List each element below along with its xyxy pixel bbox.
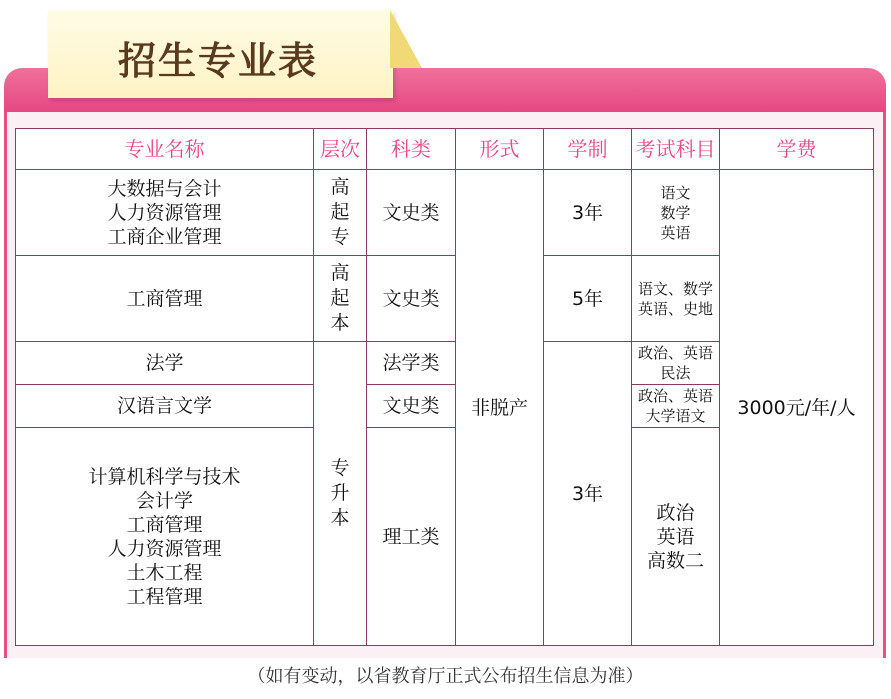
duration-cell: 5年	[544, 256, 632, 342]
level-cell	[314, 342, 367, 646]
duration-cell: 3年	[544, 170, 632, 256]
major-cell: 法学	[16, 342, 314, 385]
subjects-cell: 政治 英语 高数二	[632, 428, 720, 646]
major-cell: 计算机科学与技术 会计学 工商管理 人力资源管理 土木工程 工程管理	[16, 428, 314, 646]
col-header-fee: 学费	[720, 129, 874, 170]
vertical-text: 高 起 专	[330, 176, 350, 248]
level-cell	[314, 170, 367, 256]
majors-table	[15, 128, 874, 646]
subjects-cell: 政治、英语 民法	[632, 342, 720, 385]
footer-note: （如有变动，以省教育厅正式公布招生信息为准）	[247, 666, 644, 687]
form-cell: 非脱产	[456, 170, 544, 646]
category-cell: 法学类	[367, 342, 456, 385]
subjects-cell: 语文、数学 英语、史地	[632, 256, 720, 342]
category-cell: 理工类	[367, 428, 456, 646]
col-header-major: 专业名称	[16, 129, 314, 170]
title-tab-fold	[390, 10, 422, 68]
level-cell	[314, 256, 367, 342]
major-cell: 汉语言文学	[16, 385, 314, 428]
col-header-category: 科类	[367, 129, 456, 170]
major-cell: 工商管理	[16, 256, 314, 342]
duration-cell: 3年	[544, 342, 632, 646]
col-header-form: 形式	[456, 129, 544, 170]
page-title: 招生专业表	[118, 39, 319, 83]
col-header-level: 层次	[314, 129, 367, 170]
table-row	[16, 170, 874, 256]
table-header-row	[16, 129, 874, 170]
col-header-subjects: 考试科目	[632, 129, 720, 170]
category-cell: 文史类	[367, 385, 456, 428]
vertical-text: 高 起 本	[330, 262, 350, 334]
col-header-duration: 学制	[544, 129, 632, 170]
category-cell: 文史类	[367, 170, 456, 256]
subjects-cell: 政治、英语 大学语文	[632, 385, 720, 428]
category-cell: 文史类	[367, 256, 456, 342]
vertical-text: 专 升 本	[330, 457, 350, 529]
major-cell: 大数据与会计 人力资源管理 工商企业管理	[16, 170, 314, 256]
fee-cell: 3000元/年/人	[720, 170, 874, 646]
subjects-cell: 语文 数学 英语	[632, 170, 720, 256]
